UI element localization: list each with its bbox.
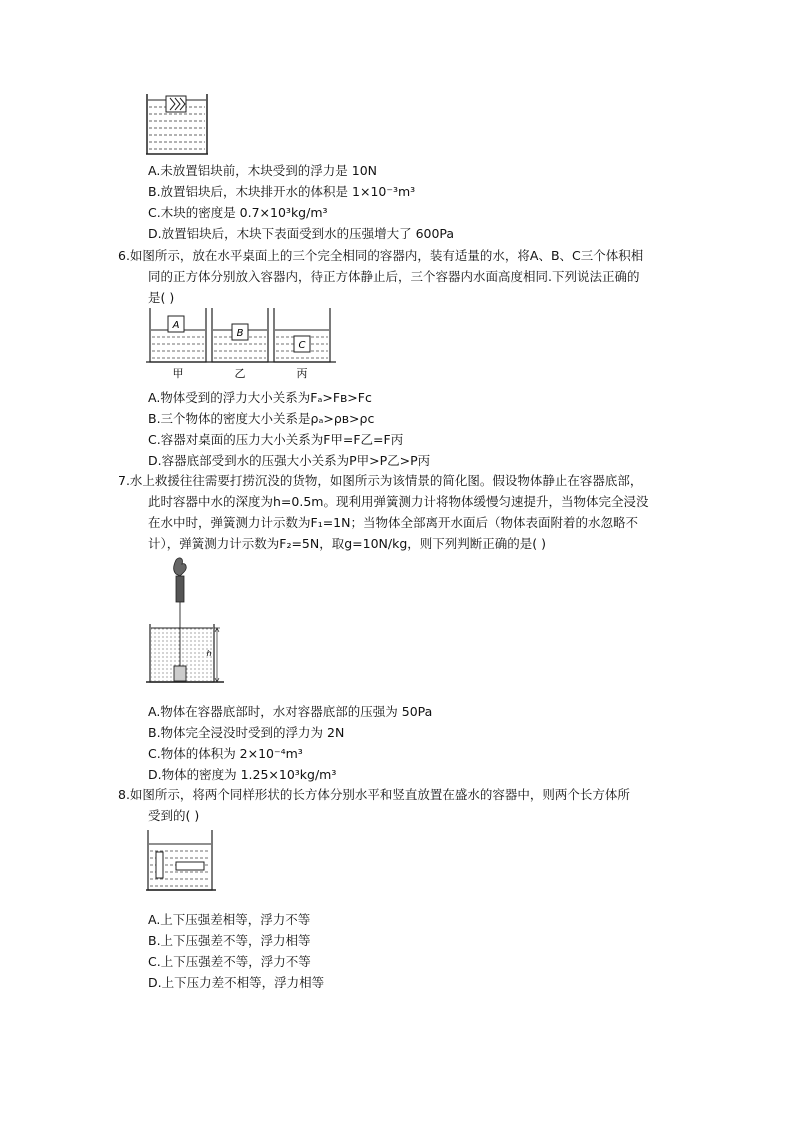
q7-stem-line-3: 在水中时，弹簧测力计示数为F₁=1N；当物体全部离开水面后（物体表面附着的水忽略不: [148, 515, 638, 530]
q8-option-d[interactable]: D.上下压力差不相等，浮力相等: [148, 975, 325, 990]
q8-option-b[interactable]: B.上下压强差不等，浮力相等: [148, 933, 311, 948]
q7-option-d[interactable]: D.物体的密度为 1.25×10³kg/m³: [148, 767, 337, 782]
q5-option-c[interactable]: C.木块的密度是 0.7×10³kg/m³: [148, 205, 328, 220]
q5-option-d[interactable]: D.放置铝块后，木块下表面受到水的压强增大了 600Pa: [148, 226, 455, 241]
q6-block-c-label: C: [298, 340, 306, 351]
q6-container-label-3: 丙: [296, 367, 308, 380]
q7-option-c[interactable]: C.物体的体积为 2×10⁻⁴m³: [148, 746, 303, 761]
q5-option-a[interactable]: A.未放置铝块前，木块受到的浮力是 10N: [148, 163, 378, 178]
q6-container-label-1: 甲: [172, 367, 184, 380]
q6-option-a[interactable]: A.物体受到的浮力大小关系为Fₐ>Fʙ>Fᴄ: [148, 390, 372, 405]
q6-figure: [146, 306, 336, 382]
q6-stem-line-1: 6.如图所示，放在水平桌面上的三个完全相同的容器内，装有适量的水，将A、B、C三个体积相: [118, 248, 644, 263]
q7-option-b[interactable]: B.物体完全浸没时受到的浮力为 2N: [148, 725, 345, 740]
q7-figure: [146, 556, 226, 688]
q8-stem-line-2: 受到的( ): [148, 808, 200, 823]
q7-stem-line-4: 计），弹簧测力计示数为F₂=5N，取g=10N/kg，则下列判断正确的是( ): [148, 536, 547, 551]
q7-stem-line-2: 此时容器中水的深度为h=0.5m。现利用弹簧测力计将物体缓慢匀速提升，当物体完全浸没: [148, 494, 649, 509]
q5-figure: [146, 94, 208, 156]
q6-stem-line-2: 同的正方体分别放入容器内，待正方体静止后，三个容器内水面高度相同.下列说法正确的: [148, 269, 640, 284]
q6-container-label-2: 乙: [234, 367, 246, 380]
q7-depth-label: h: [206, 649, 212, 658]
q8-figure: [146, 830, 216, 894]
q6-option-c[interactable]: C.容器对桌面的压力大小关系为F甲=F乙=F丙: [148, 432, 404, 447]
q8-option-c[interactable]: C.上下压强差不等，浮力不等: [148, 954, 311, 969]
q5-option-b[interactable]: B.放置铝块后，木块排开水的体积是 1×10⁻³m³: [148, 184, 416, 199]
q7-option-a[interactable]: A.物体在容器底部时，水对容器底部的压强为 50Pa: [148, 704, 433, 719]
q8-option-a[interactable]: A.上下压强差相等，浮力不等: [148, 912, 311, 927]
q6-block-b-label: B: [236, 328, 244, 339]
q6-option-d[interactable]: D.容器底部受到水的压强大小关系为P甲>P乙>P丙: [148, 453, 431, 468]
q6-block-a-label: A: [172, 320, 180, 331]
q6-stem-line-3: 是( ): [148, 290, 175, 305]
q7-stem-line-1: 7.水上救援往往需要打捞沉没的货物，如图所示为该情景的简化图。假设物体静止在容器底部，: [118, 473, 643, 488]
q8-stem-line-1: 8.如图所示，将两个同样形状的长方体分别水平和竖直放置在盛水的容器中，则两个长方体所: [118, 787, 630, 802]
q6-option-b[interactable]: B.三个物体的密度大小关系是ρₐ>ρʙ>ρᴄ: [148, 411, 375, 426]
